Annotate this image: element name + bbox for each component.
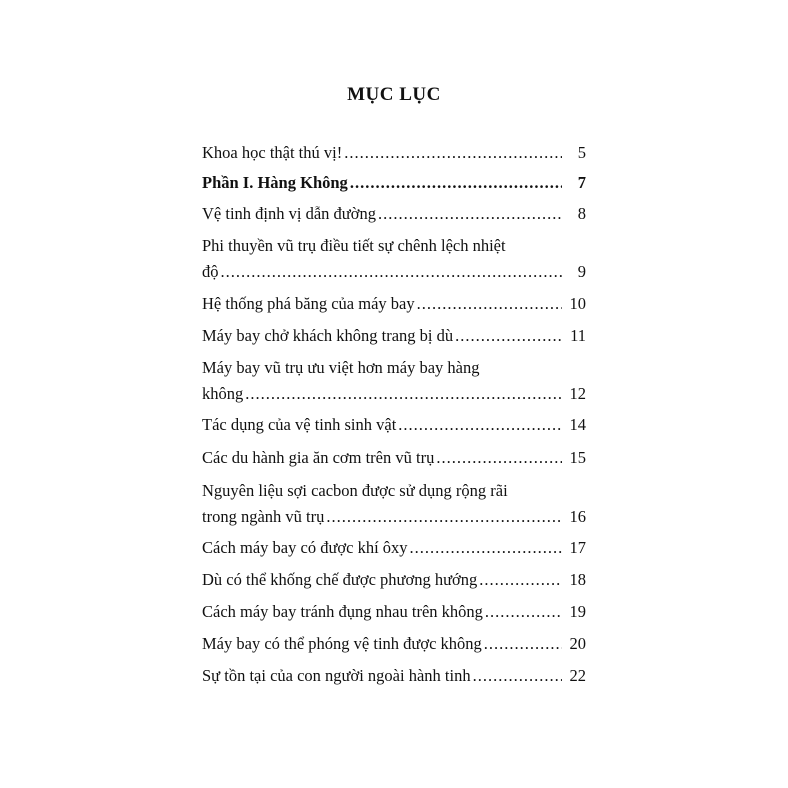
toc-entry-title-line1: Máy bay vũ trụ ưu việt hơn máy bay hàng — [202, 358, 480, 377]
toc-entry-title-line2: không — [202, 384, 244, 403]
toc-leader-dots — [378, 201, 562, 227]
toc-entry-title: Máy bay có thể phóng vệ tinh được không — [202, 634, 482, 653]
toc-page-number: 7 — [577, 173, 586, 192]
toc-entry[interactable] — [202, 323, 586, 349]
toc-entry[interactable] — [202, 355, 586, 407]
toc-leader-dots — [221, 259, 563, 285]
toc-leader-dots — [485, 599, 562, 625]
toc-entry-title: Cách máy bay tránh đụng nhau trên không — [202, 602, 483, 621]
toc-page-number: 12 — [569, 384, 586, 403]
toc-leader-dots — [484, 631, 562, 657]
toc-page-number: 9 — [577, 262, 586, 281]
toc-entry[interactable] — [202, 412, 586, 438]
toc-entry-title: Tác dụng của vệ tinh sinh vật — [202, 415, 397, 434]
toc-entry[interactable] — [202, 233, 586, 285]
toc-leader-dots — [436, 445, 562, 471]
toc-entry[interactable] — [202, 567, 586, 593]
toc-leader-dots — [350, 170, 562, 196]
toc-entry-title: Khoa học thật thú vị! — [202, 143, 343, 162]
toc-leader-dots — [344, 140, 562, 166]
toc-leader-dots — [417, 291, 562, 317]
toc-entry[interactable] — [202, 445, 586, 471]
toc-leader-dots — [398, 412, 562, 438]
toc-page-number: 11 — [570, 326, 586, 345]
toc-page-number: 16 — [569, 507, 586, 526]
toc-entry[interactable] — [202, 631, 586, 657]
toc-leader-dots — [455, 323, 562, 349]
toc-page-number: 8 — [577, 204, 586, 223]
toc-entry-title: Vệ tinh định vị dẫn đường — [202, 204, 376, 223]
toc-leader-dots — [410, 535, 562, 561]
toc-entry[interactable] — [202, 291, 586, 317]
toc-entry-title: Các du hành gia ăn cơm trên vũ trụ — [202, 448, 435, 467]
toc-entry-title: Cách máy bay có được khí ôxy — [202, 538, 408, 557]
toc-entry-title: Sự tồn tại của con người ngoài hành tinh — [202, 666, 471, 685]
toc-entry-title-line1: Nguyên liệu sợi cacbon được sử dụng rộng rãi — [202, 481, 508, 500]
toc-entry-title: Hệ thống phá băng của máy bay — [202, 294, 415, 313]
toc-page-number: 14 — [569, 415, 586, 434]
toc-leader-dots — [326, 504, 562, 530]
toc-page-number: 19 — [569, 602, 586, 621]
toc-entry-title: Phần I. Hàng Không — [202, 173, 348, 192]
toc-entry[interactable] — [202, 201, 586, 227]
toc-entry[interactable] — [202, 663, 586, 689]
page-title: MỤC LỤC — [347, 84, 441, 105]
toc-entry-title: Dù có thể khống chế được phương hướng — [202, 570, 478, 589]
toc-page-number: 22 — [569, 666, 586, 685]
toc-page-number: 17 — [569, 538, 586, 557]
toc-entry-title-line1: Phi thuyền vũ trụ điều tiết sự chênh lệch nhiệt — [202, 236, 506, 255]
toc-entry[interactable] — [202, 478, 586, 530]
toc-entry[interactable] — [202, 599, 586, 625]
toc-leader-dots — [479, 567, 562, 593]
toc-leader-dots — [245, 381, 562, 407]
toc-entry[interactable] — [202, 140, 586, 166]
toc-page-number: 18 — [569, 570, 586, 589]
toc-page-number: 15 — [569, 448, 586, 467]
toc-leader-dots — [473, 663, 562, 689]
toc-page-number: 10 — [569, 294, 586, 313]
toc-entry[interactable] — [202, 535, 586, 561]
toc-entry-title-line2: trong ngành vũ trụ — [202, 507, 325, 526]
toc-page-number: 20 — [569, 634, 586, 653]
toc-entry-title: Máy bay chở khách không trang bị dù — [202, 326, 454, 345]
toc-entry-section[interactable] — [202, 170, 586, 196]
toc-entry-title-line2: độ — [202, 262, 219, 281]
toc-page-number: 5 — [577, 143, 586, 162]
